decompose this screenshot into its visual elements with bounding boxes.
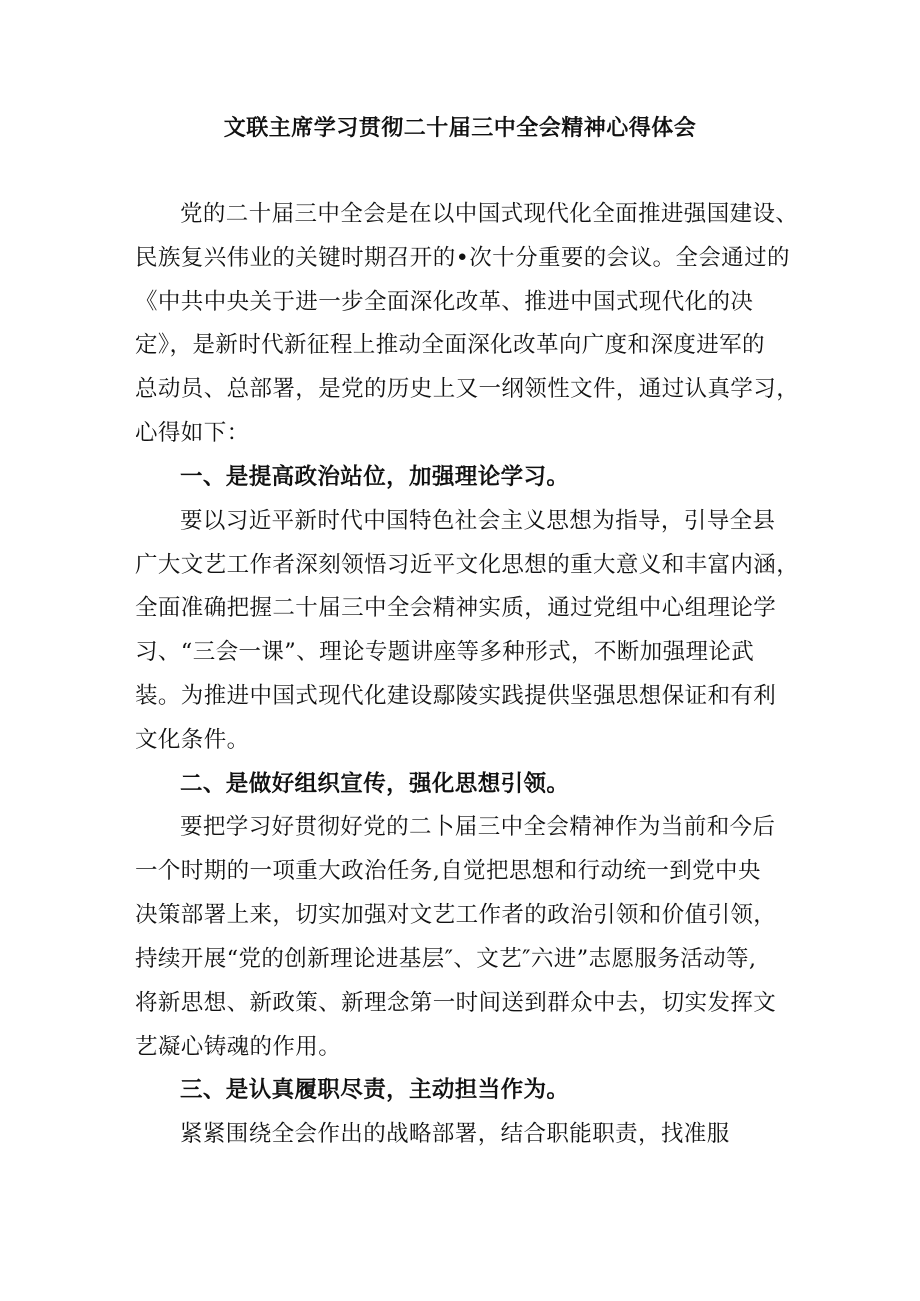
section1-line-3: 全面准确把握二十届三中全会精神实质，通过党组中心组理论学 [135, 595, 777, 621]
section3-heading: 三、是认真履职尽责，主动担当作为。 [180, 1077, 570, 1103]
intro-line-6: 心得如下： [135, 420, 250, 446]
section2-line-3: 决策部署上来，切实加强对文艺工作者的政治引领和价值引领， [135, 902, 777, 928]
intro-line-2: 民族复兴伟业的关键时期召开的•次十分重要的会议。全会通过的 [135, 245, 790, 271]
section3-line-1: 紧紧围绕全会作出的战略部署，结合职能职责，找准服 [180, 1121, 730, 1147]
section2-line-2: 一个时期的一项重大政治任务,自觉把思想和行动统一到党中央 [135, 858, 761, 884]
section1-line-5: 装。为推进中国式现代化建设鄢陵实践提供坚强思想保证和有利 [135, 683, 777, 709]
section1-line-6: 文化条件。 [135, 727, 250, 753]
section2-line-5: 将新思想、新政策、新理念第一时间送到群众中去，切实发挥文 [135, 990, 777, 1016]
section2-line-4: 持续开展“党的创新理论进基层″、文艺″六进”志愿服务活动等, [135, 946, 757, 972]
intro-line-3: 《中共中央关于进一步全面深化改革、推进中国式现代化的决 [135, 289, 754, 315]
document-title: 文联主席学习贯彻二十届三中全会精神心得体会 [223, 116, 697, 141]
intro-line-4: 定》，是新时代新征程上推动全面深化改革向广度和深度进军的 [135, 332, 765, 358]
section2-line-1: 要把学习好贯彻好党的二卜届三中全会精神作为当前和今后 [180, 814, 776, 840]
section2-heading: 二、是做好组织宣传，强化思想引领。 [180, 771, 570, 797]
section1-line-4: 习、“三会一课”、理论专题讲座等多种形式，不断加强理论武 [135, 639, 755, 665]
section1-heading: 一、是提高政治站位，加强理论学习。 [180, 464, 570, 490]
intro-line-1: 党的二十届三中全会是在以中国式现代化全面推进强国建设、 [180, 201, 799, 227]
section1-line-2: 广大文艺工作者深刻领悟习近平文化思想的重大意义和丰富内涵， [135, 552, 800, 578]
section1-line-1: 要以习近平新时代中国特色社会主义思想为指导，引导全县 [180, 508, 776, 534]
intro-line-5: 总动员、总部署，是党的历史上又一纲领性文件，通过认真学习， [135, 376, 800, 402]
section2-line-6: 艺凝心铸魂的作用。 [135, 1034, 342, 1060]
